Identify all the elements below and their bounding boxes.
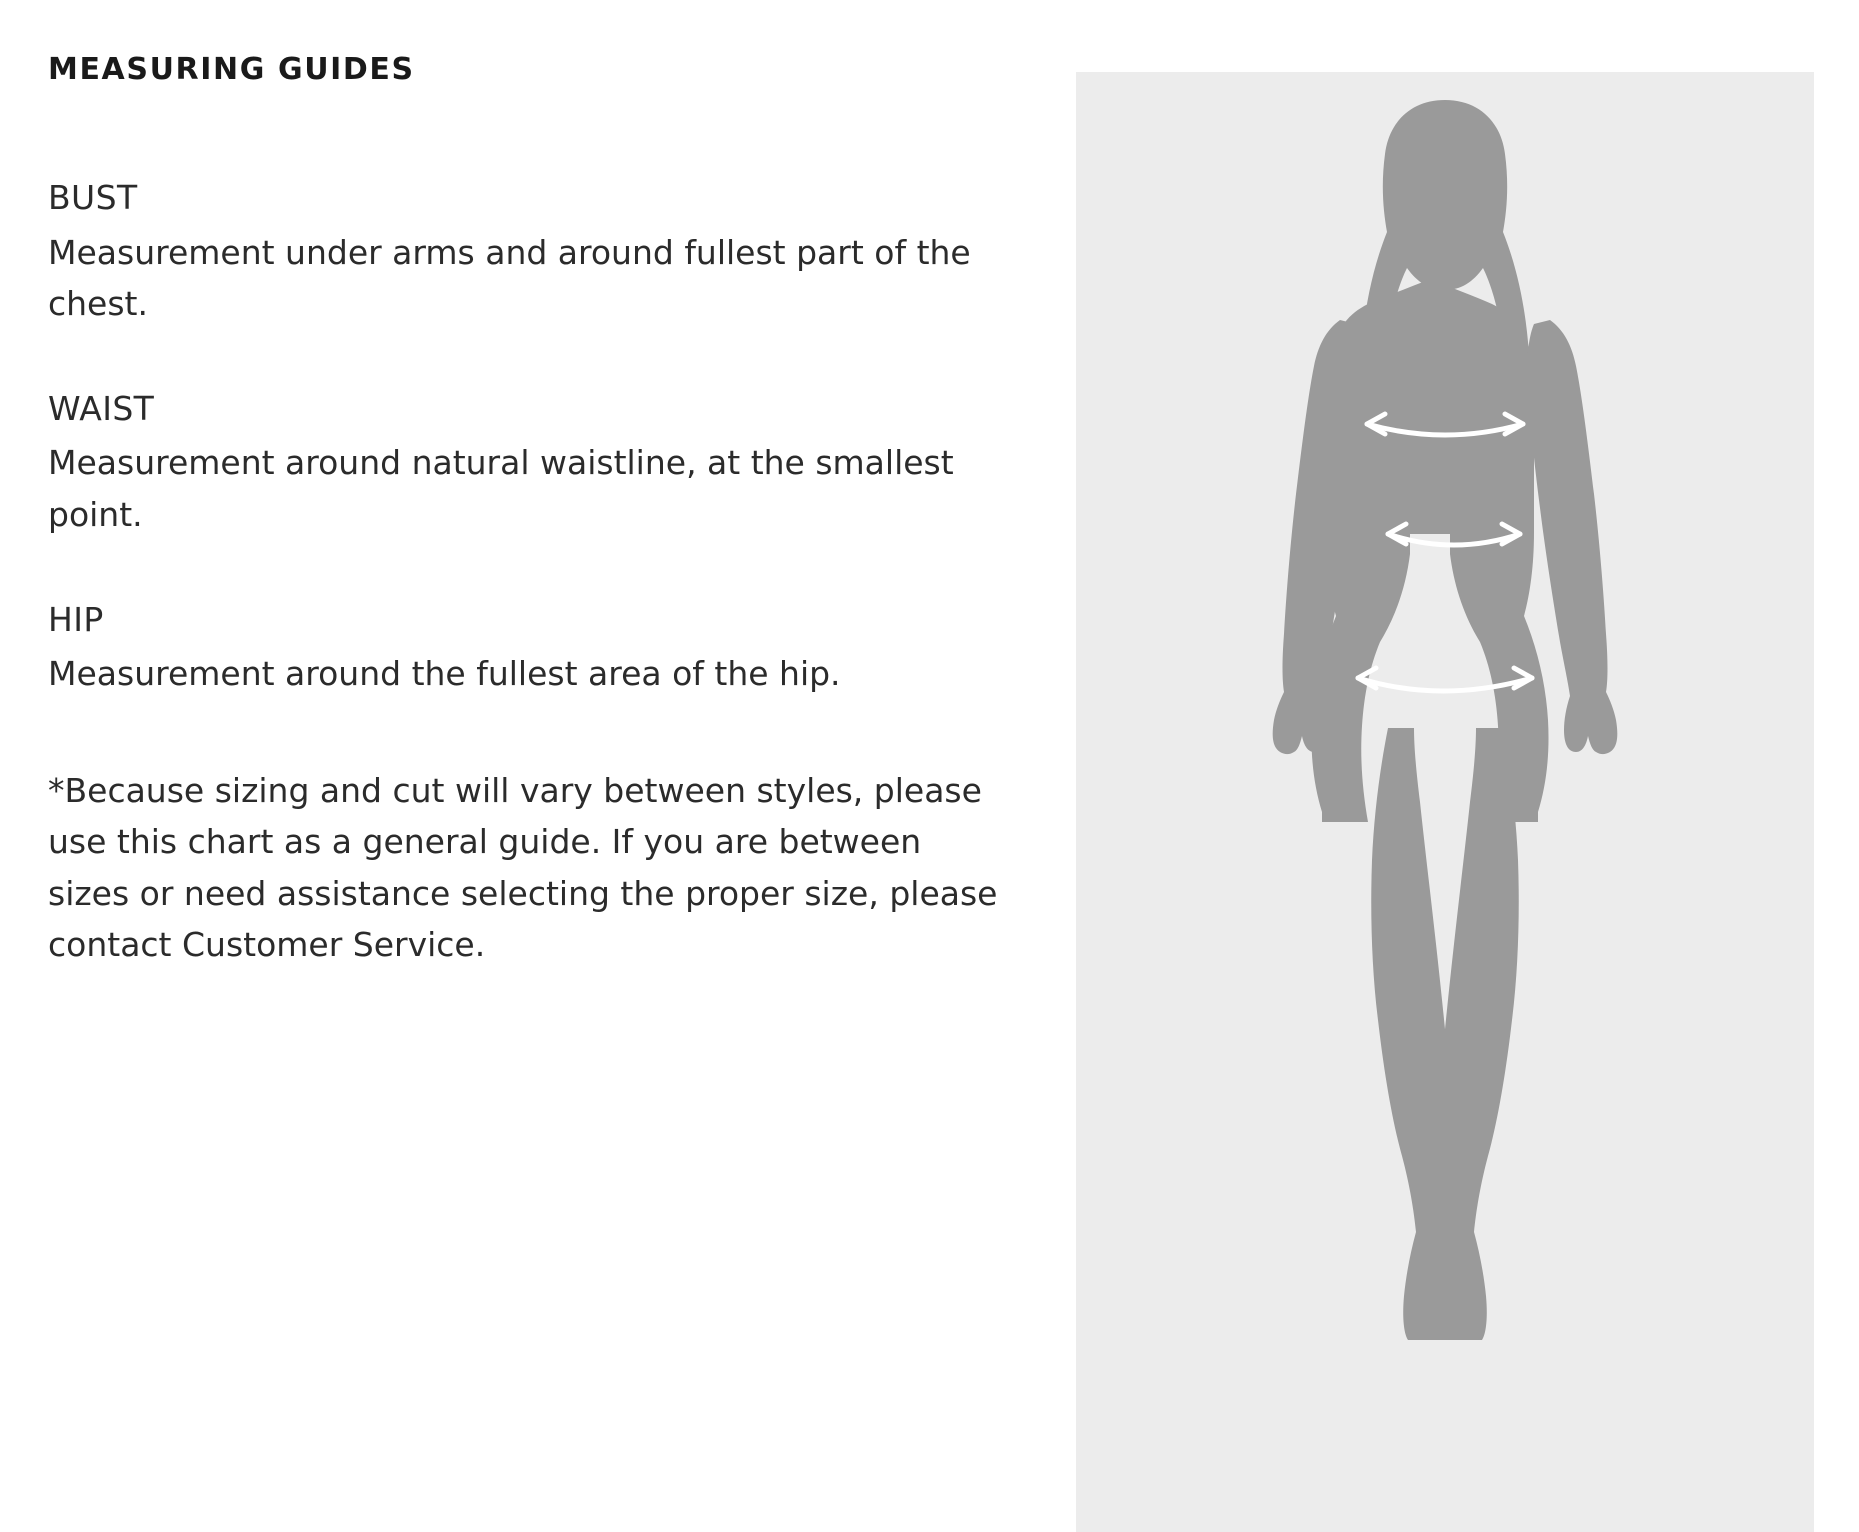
- section-heading-hip: HIP: [48, 599, 104, 639]
- section-body-hip: Measurement around the fullest area of the hip.: [48, 654, 841, 694]
- sizing-disclaimer-note: *Because sizing and cut will vary between styles, please use this chart as a general guide. If you are between sizes or need assistance selecting the proper size, please contact Customer Service.: [48, 771, 998, 964]
- page-title: MEASURING GUIDES: [48, 52, 415, 87]
- guide-section-bust: [48, 176, 1008, 329]
- section-heading-waist: WAIST: [48, 388, 155, 428]
- guide-section-waist: [48, 387, 1008, 540]
- section-heading-bust: BUST: [48, 178, 138, 217]
- female-silhouette-icon: [1273, 100, 1618, 1340]
- section-body-waist: Measurement around natural waistline, at the smallest point.: [48, 443, 954, 534]
- body-measurement-figure: [1076, 72, 1814, 1532]
- section-body-bust: Measurement under arms and around fullest part of the chest.: [48, 232, 971, 323]
- guide-text-column: [48, 52, 1008, 1003]
- guide-section-hip: [48, 598, 1008, 700]
